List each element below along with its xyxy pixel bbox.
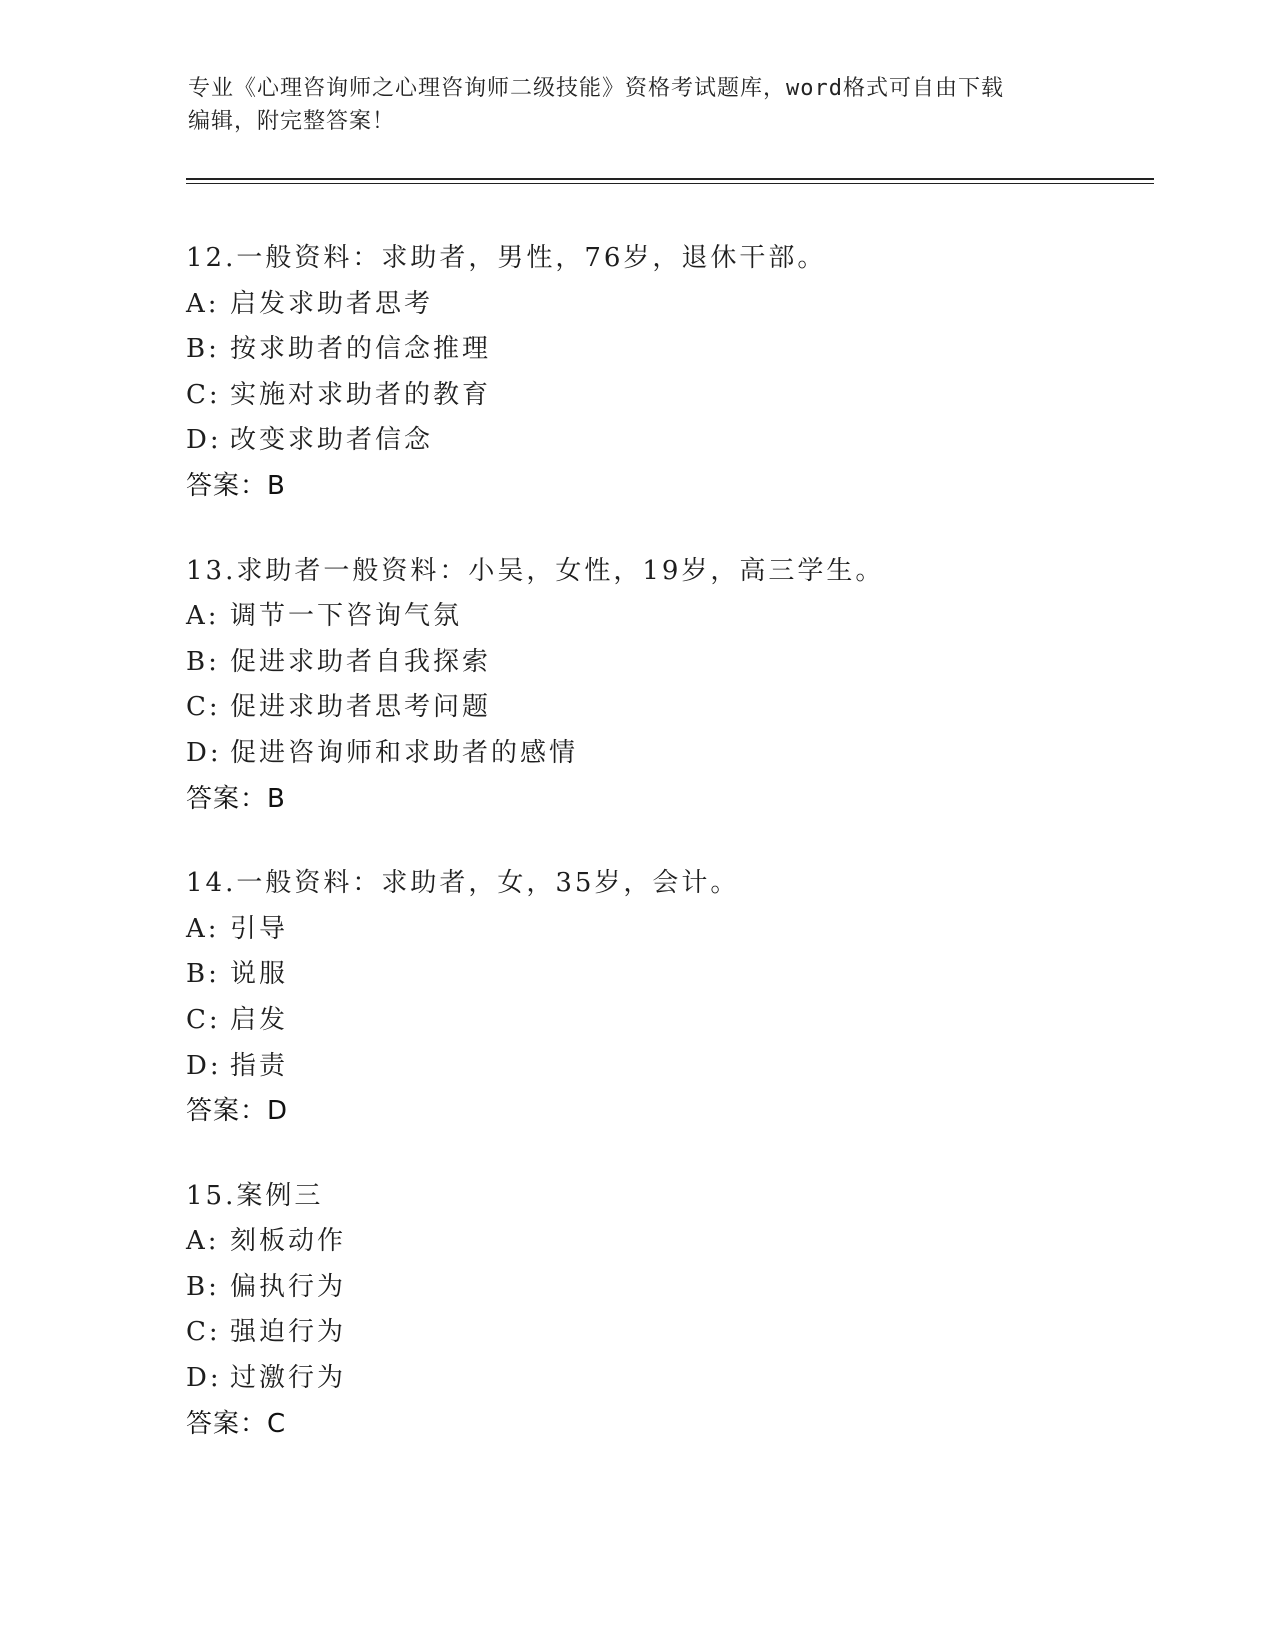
option-key: C: bbox=[186, 379, 221, 410]
option-text: 促进求助者思考问题 bbox=[230, 692, 492, 723]
question-14 bbox=[186, 861, 1146, 1135]
answer-line: 答案：B bbox=[186, 470, 286, 501]
option-a bbox=[186, 1219, 1146, 1265]
option-text: 过激行为 bbox=[230, 1363, 347, 1394]
option-text: 按求助者的信念推理 bbox=[230, 334, 492, 365]
option-b bbox=[186, 327, 1146, 373]
option-b bbox=[186, 1265, 1146, 1311]
option-key: A: bbox=[186, 601, 220, 632]
option-text: 启发 bbox=[230, 1004, 289, 1035]
option-c bbox=[186, 373, 1146, 419]
option-b bbox=[186, 952, 1146, 998]
option-a bbox=[186, 907, 1146, 953]
option-key: B: bbox=[186, 334, 220, 365]
header-line-1: 专业《心理咨询师之心理咨询师二级技能》资格考试题库，word格式可自由下载 bbox=[188, 76, 1004, 101]
question-stem: 13.求助者一般资料：小吴，女性，19岁，高三学生。 bbox=[186, 555, 885, 586]
option-c bbox=[186, 998, 1146, 1044]
question-stem: 15.案例三 bbox=[186, 1180, 324, 1211]
option-text: 促进咨询师和求助者的感情 bbox=[230, 737, 579, 768]
option-text: 启发求助者思考 bbox=[230, 288, 434, 319]
option-text: 刻板动作 bbox=[230, 1226, 347, 1257]
option-text: 实施对求助者的教育 bbox=[230, 379, 492, 410]
option-key: A: bbox=[186, 288, 220, 319]
option-a bbox=[186, 594, 1146, 640]
option-key: A: bbox=[186, 913, 220, 944]
answer-line: 答案：D bbox=[186, 1096, 289, 1127]
option-key: C: bbox=[186, 692, 221, 723]
header-line-2: 编辑，附完整答案！ bbox=[188, 109, 396, 134]
option-key: B: bbox=[186, 646, 220, 677]
option-key: C: bbox=[186, 1004, 221, 1035]
option-key: D: bbox=[186, 1363, 222, 1394]
option-key: B: bbox=[186, 1271, 220, 1302]
option-key: D: bbox=[186, 737, 222, 768]
option-d bbox=[186, 1044, 1146, 1090]
option-a bbox=[186, 282, 1146, 328]
question-13 bbox=[186, 549, 1146, 823]
option-text: 强迫行为 bbox=[230, 1317, 347, 1348]
option-key: B: bbox=[186, 959, 220, 990]
question-12 bbox=[186, 236, 1146, 510]
option-text: 偏执行为 bbox=[230, 1271, 347, 1302]
option-c bbox=[186, 1310, 1146, 1356]
option-c bbox=[186, 685, 1146, 731]
header-divider bbox=[186, 178, 1154, 184]
answer-line: 答案：B bbox=[186, 783, 286, 814]
option-key: C: bbox=[186, 1317, 221, 1348]
question-list bbox=[186, 236, 1146, 1486]
option-text: 指责 bbox=[230, 1050, 289, 1081]
option-d bbox=[186, 418, 1146, 464]
option-key: D: bbox=[186, 1050, 222, 1081]
option-text: 说服 bbox=[230, 959, 289, 990]
option-text: 引导 bbox=[230, 913, 289, 944]
option-key: D: bbox=[186, 425, 222, 456]
question-stem: 12.一般资料：求助者，男性，76岁，退休干部。 bbox=[186, 243, 827, 273]
question-stem: 14.一般资料：求助者，女，35岁，会计。 bbox=[186, 868, 740, 899]
option-d bbox=[186, 1356, 1146, 1402]
option-text: 调节一下咨询气氛 bbox=[230, 601, 463, 632]
option-text: 促进求助者自我探索 bbox=[230, 646, 492, 677]
option-key: A: bbox=[186, 1226, 220, 1257]
option-d bbox=[186, 731, 1146, 777]
document-header bbox=[188, 72, 1088, 138]
question-15 bbox=[186, 1174, 1146, 1448]
option-b bbox=[186, 640, 1146, 686]
answer-line: 答案：C bbox=[186, 1408, 287, 1439]
option-text: 改变求助者信念 bbox=[230, 425, 434, 456]
